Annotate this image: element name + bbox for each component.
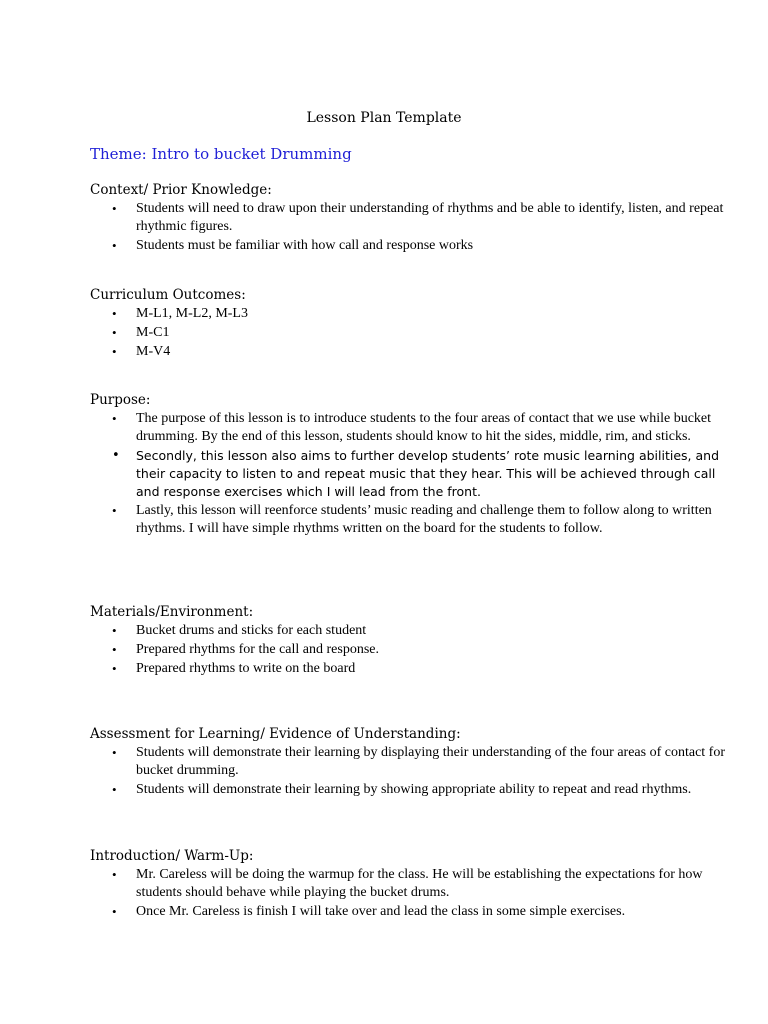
list-item: • Students must be familiar with how call and response works — [90, 237, 726, 255]
outcomes-section — [90, 286, 690, 362]
list-item: • The purpose of this lesson is to introduce students to the four areas of contact that we use while bucket drumming. By the end of this lesson, students should know to hit the sides, middle, rim, and sticks. — [90, 410, 726, 446]
bullet-list — [90, 305, 690, 361]
list-item: • M-C1 — [90, 324, 726, 342]
list-item: • Mr. Careless will be doing the warmup for the class. He will be establishing the expectations for how students should behave while playing the bucket drums. — [90, 866, 726, 902]
section-heading: Curriculum Outcomes: — [90, 287, 246, 303]
list-item: • Once Mr. Careless is finish I will take over and lead the class in some simple exercises. — [90, 903, 726, 921]
list-item: • Students will demonstrate their learning by showing appropriate ability to repeat and read rhythms. — [90, 781, 726, 799]
list-item: • Secondly, this lesson also aims to further develop students’ rote music learning abilities, and their capacity to listen to and repeat music that they hear. This will be achieved through call and response exercises which I will lead from the front. — [90, 447, 726, 501]
section-heading: Context/ Prior Knowledge: — [90, 182, 272, 198]
document-title: Lesson Plan Template — [306, 110, 462, 126]
bullet-list — [90, 866, 703, 921]
list-item: • Lastly, this lesson will reenforce students’ music reading and challenge them to follow along to written rhythms. I will have simple rhythms written on the board for the students to follow. — [90, 502, 726, 538]
section-heading: Materials/Environment: — [90, 604, 254, 620]
section-heading: Introduction/ Warm-Up: — [90, 848, 254, 864]
list-item: • Prepared rhythms to write on the board — [90, 660, 726, 678]
list-item: • Bucket drums and sticks for each student — [90, 622, 726, 640]
list-item: • Students will need to draw upon their understanding of rhythms and be able to identify, listen, and repeat rhythmic figures. — [90, 200, 726, 236]
context-section — [90, 181, 724, 256]
assessment-section — [90, 725, 726, 800]
introduction-section — [90, 847, 703, 922]
bullet-list — [90, 410, 720, 538]
list-item: • Students will demonstrate their learning by displaying their understanding of the four areas of contact for bucket drumming. — [90, 744, 726, 780]
bullet-list — [90, 200, 724, 255]
section-heading: Purpose: — [90, 392, 151, 408]
list-item: • Prepared rhythms for the call and response. — [90, 641, 726, 659]
section-heading: Assessment for Learning/ Evidence of Understanding: — [90, 726, 461, 742]
materials-section — [90, 603, 690, 679]
list-item: • M-L1, M-L2, M-L3 — [90, 305, 726, 323]
bullet-list — [90, 622, 690, 678]
theme-line: Theme: Intro to bucket Drumming — [90, 145, 352, 163]
list-item: • M-V4 — [90, 343, 726, 361]
bullet-list — [90, 744, 726, 799]
purpose-section — [90, 391, 720, 539]
